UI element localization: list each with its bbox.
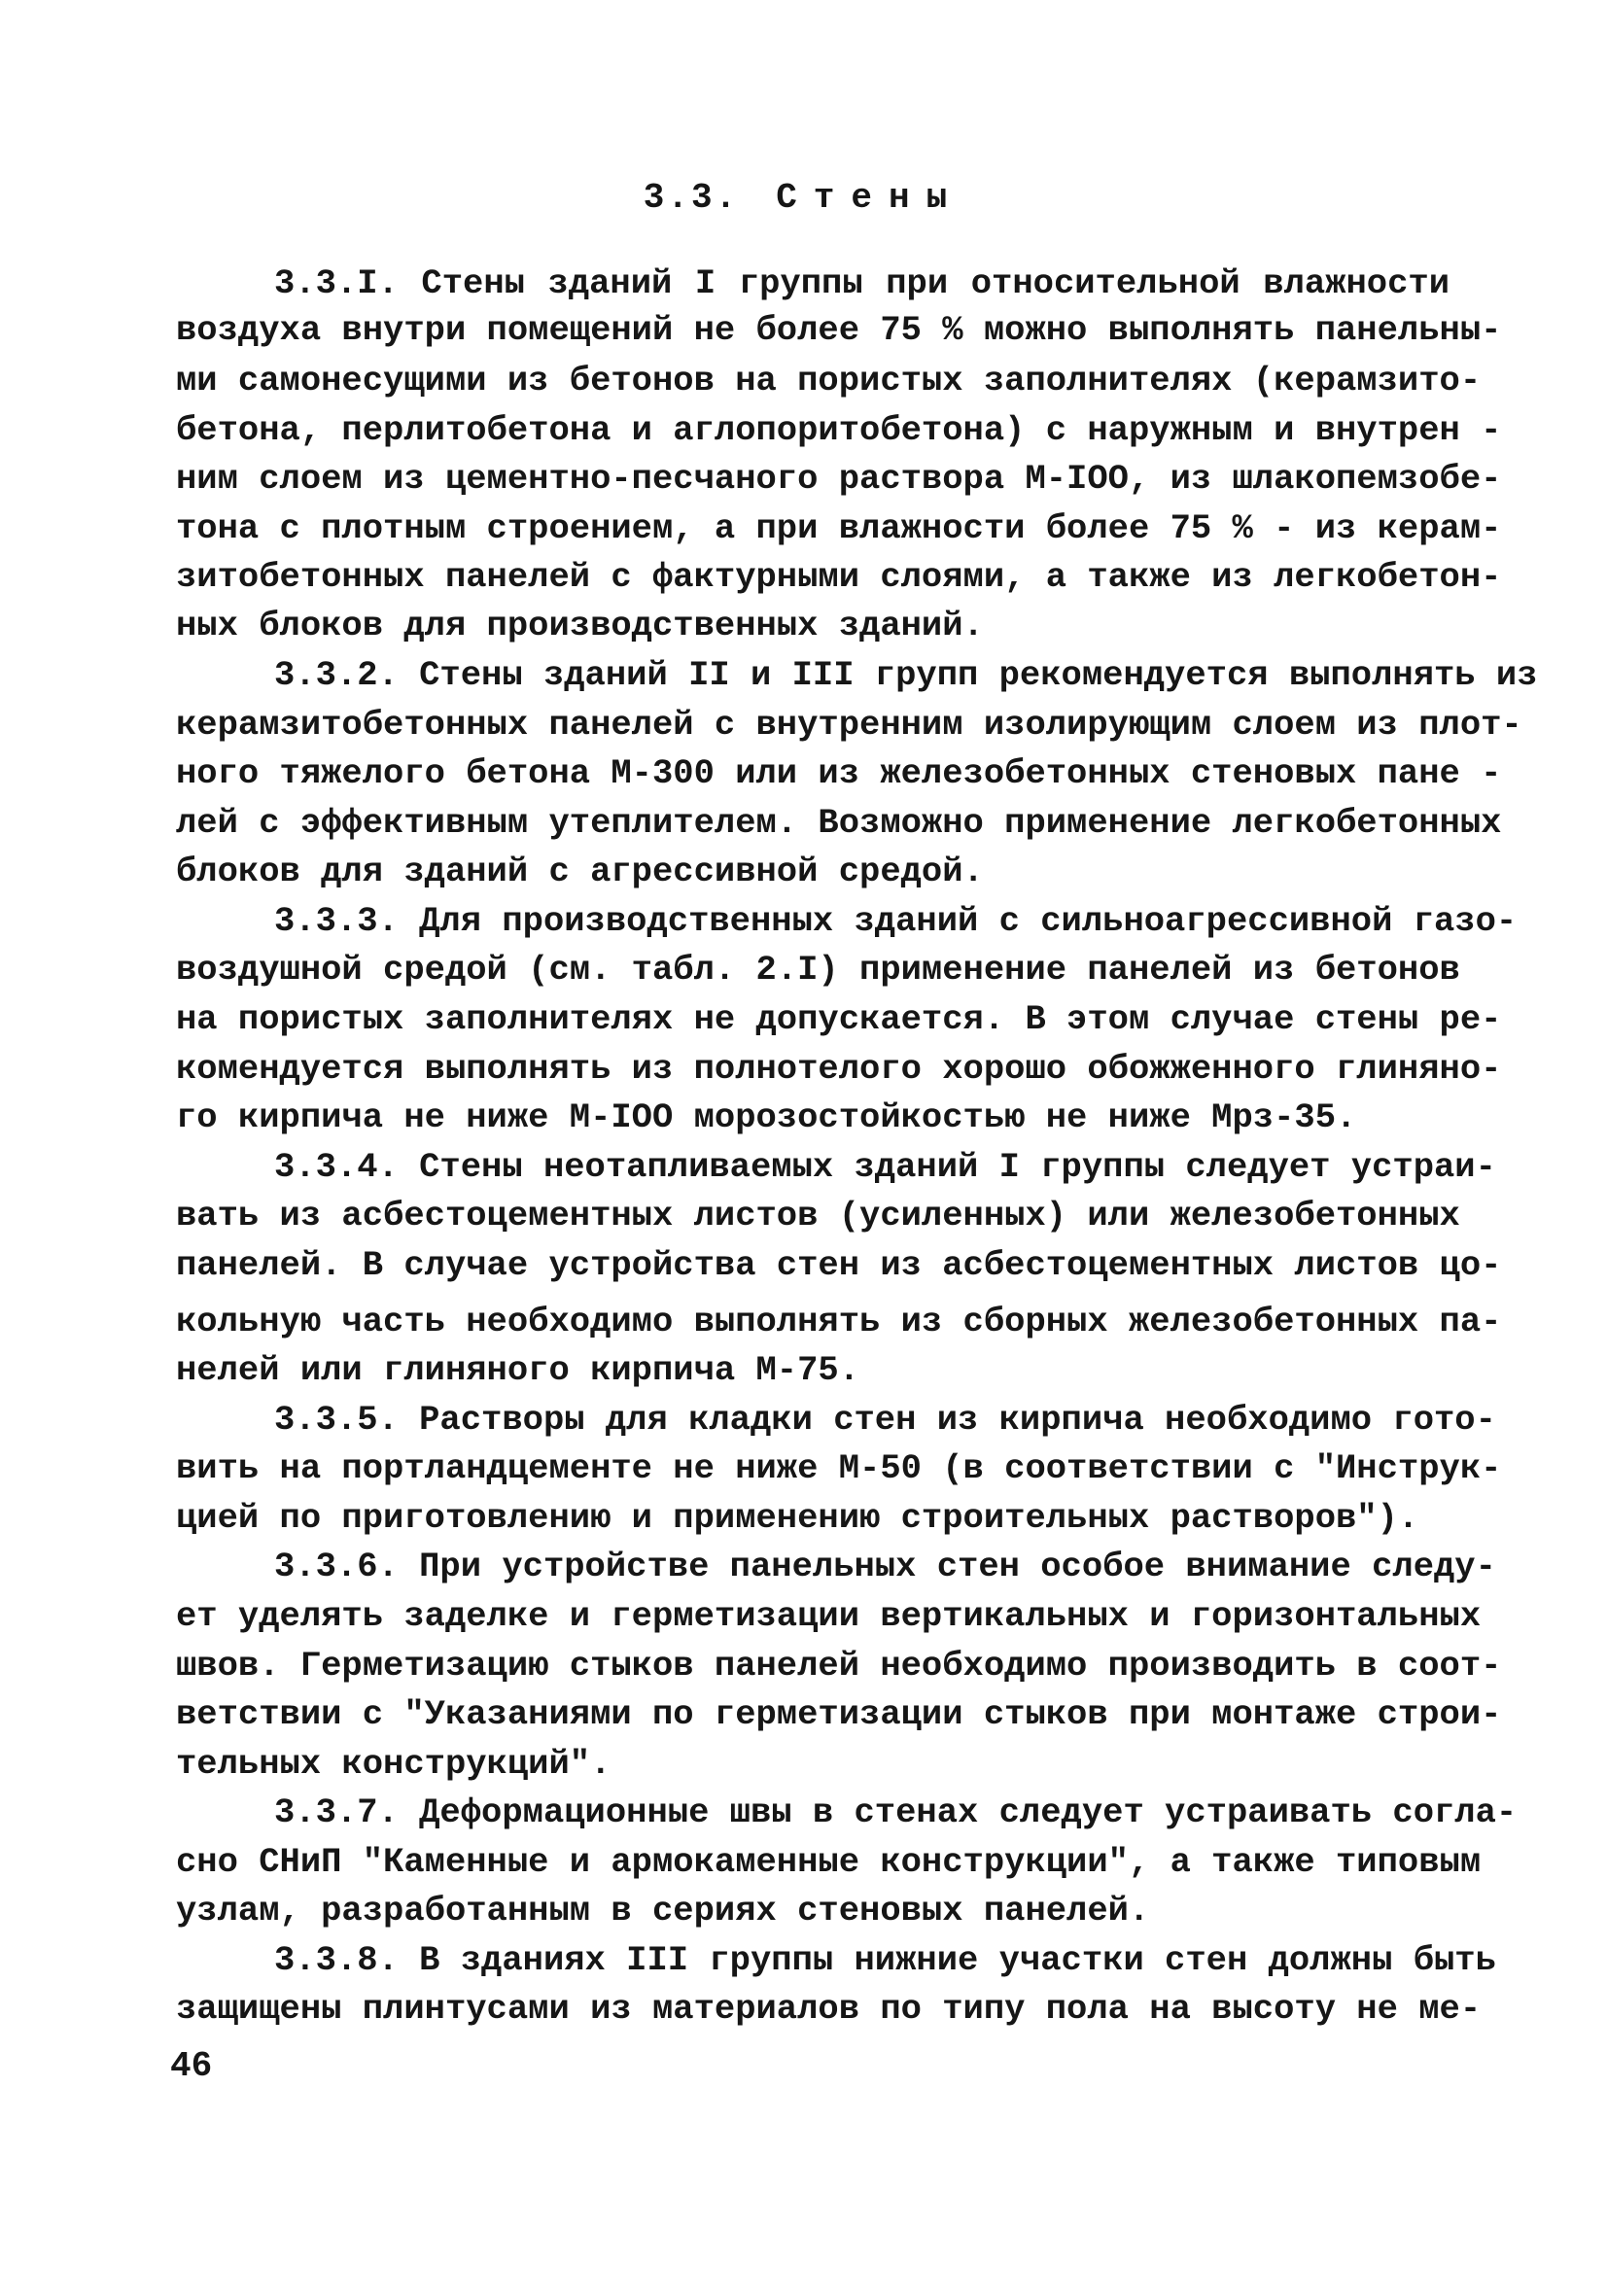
section-number: 3.3. xyxy=(643,178,740,218)
text-line: воздушной средой (см. табл. 2.I) применение панелей из бетонов xyxy=(176,950,1460,990)
text-line: комендуется выполнять из полнотелого хорошо обожженного глиняно- xyxy=(176,1049,1502,1089)
text-line: сно СНиП "Каменные и армокаменные конструкции", а также типовым xyxy=(176,1842,1482,1882)
text-line: воздуха внутри помещений не более 75 % можно выполнять панельны- xyxy=(176,310,1502,350)
page-number: 46 xyxy=(170,2046,213,2086)
text-line: 3.3.5. Растворы для кладки стен из кирпича необходимо гото- xyxy=(274,1400,1496,1440)
text-line: блоков для зданий с агрессивной средой. xyxy=(176,852,984,891)
text-line: цией по приготовлению и применению строительных растворов"). xyxy=(176,1498,1419,1538)
text-line: 3.3.6. При устройстве панельных стен особое внимание следу- xyxy=(274,1547,1496,1586)
text-line: вить на портландцементе не ниже М-50 (в соответствии с "Инструк- xyxy=(176,1448,1502,1488)
text-line: го кирпича не ниже М-IOO морозостойкостью не ниже Мрз-35. xyxy=(176,1097,1357,1137)
text-line: ного тяжелого бетона М-300 или из железобетонных стеновых пане - xyxy=(176,753,1502,793)
text-line: бетона, перлитобетона и аглопоритобетона) с наружным и внутрен - xyxy=(176,410,1502,450)
text-line: ных блоков для производственных зданий. xyxy=(176,606,984,645)
text-line: ми самонесущими из бетонов на пористых заполнителях (керамзито- xyxy=(176,361,1482,400)
text-line: зитобетонных панелей с фактурными слоями, а также из легкобетон- xyxy=(176,557,1502,597)
text-line: 3.3.4. Стены неотапливаемых зданий I группы следует устраи- xyxy=(274,1147,1496,1187)
text-line: 3.3.I. Стены зданий I группы при относительной влажности xyxy=(274,263,1450,303)
text-line: тона с плотным строением, а при влажности более 75 % - из керам- xyxy=(176,508,1502,548)
text-line: нелей или глиняного кирпича М-75. xyxy=(176,1350,860,1390)
text-line: на пористых заполнителях не допускается. В этом случае стены ре- xyxy=(176,999,1502,1039)
text-line: 3.3.8. В зданиях III группы нижние участки стен должны быть xyxy=(274,1940,1496,1980)
section-title: Стены xyxy=(776,178,964,218)
text-line: швов. Герметизацию стыков панелей необходимо производить в соот- xyxy=(176,1646,1502,1686)
text-line: керамзитобетонных панелей с внутренним изолирующим слоем из плот- xyxy=(176,705,1522,745)
text-line: 3.3.7. Деформационные швы в стенах следует устраивать согла- xyxy=(274,1792,1518,1832)
text-line: ним слоем из цементно-песчаного раствора М-IOO, из шлакопемзобе- xyxy=(176,459,1502,499)
text-line: панелей. В случае устройства стен из асбестоцементных листов цо- xyxy=(176,1245,1502,1285)
text-line: узлам, разработанным в сериях стеновых панелей. xyxy=(176,1891,1150,1931)
text-line: 3.3.2. Стены зданий II и III групп рекомендуется выполнять из xyxy=(274,655,1538,695)
text-line: вать из асбестоцементных листов (усиленных) или железобетонных xyxy=(176,1196,1460,1235)
text-line: кольную часть необходимо выполнять из сборных железобетонных па- xyxy=(176,1302,1502,1341)
text-line: ет уделять заделке и герметизации вертикальных и горизонтальных xyxy=(176,1596,1482,1636)
text-line: тельных конструкций". xyxy=(176,1744,611,1784)
section-heading xyxy=(0,178,1607,218)
text-line: 3.3.3. Для производственных зданий с сильноагрессивной газо- xyxy=(274,901,1518,941)
text-line: ветствии с "Указаниями по герметизации стыков при монтаже строи- xyxy=(176,1694,1502,1734)
text-line: защищены плинтусами из материалов по типу пола на высоту не ме- xyxy=(176,1989,1482,2029)
text-line: лей с эффективным утеплителем. Возможно применение легкобетонных xyxy=(176,803,1502,843)
